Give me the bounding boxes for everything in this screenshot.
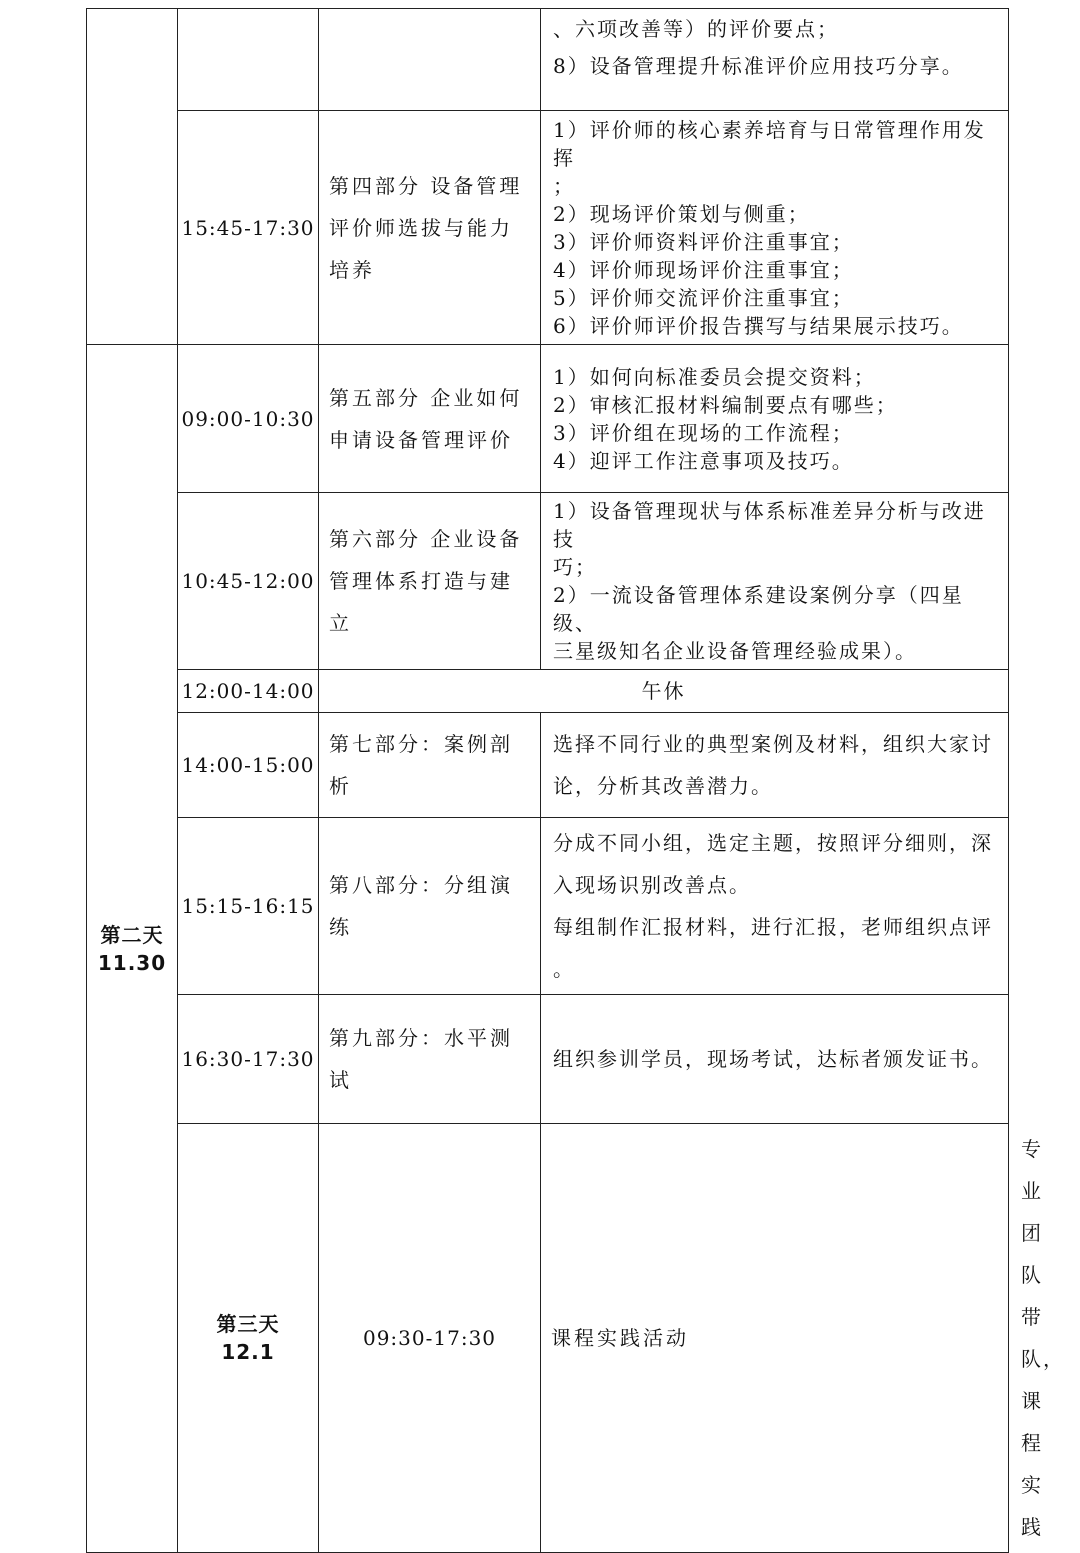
content-line: 。 bbox=[553, 957, 575, 981]
content-cell bbox=[541, 713, 1009, 818]
content-line: 每组制作汇报材料，进行汇报，老师组织点评 bbox=[553, 915, 993, 939]
table-row bbox=[87, 493, 1009, 670]
time-cell bbox=[178, 9, 319, 111]
content-line: 5）评价师交流评价注重事宜； bbox=[553, 285, 854, 310]
topic-cell: 第四部分 设备管理评价师选拔与能力培养 bbox=[319, 111, 541, 345]
time-cell: 15:15-16:15 bbox=[178, 818, 319, 995]
content-line: 入现场识别改善点。 bbox=[553, 873, 751, 897]
content-line: 8）设备管理提升标准评价应用技巧分享。 bbox=[553, 54, 964, 78]
topic-cell: 课程实践活动 bbox=[541, 1124, 1009, 1553]
content-cell bbox=[541, 9, 1009, 111]
table-row bbox=[87, 713, 1009, 818]
content-line: 6）评价师评价报告撰写与结果展示技巧。 bbox=[553, 313, 964, 338]
topic-cell: 第八部分：分组演练 bbox=[319, 818, 541, 995]
lunch-cell: 午休 bbox=[319, 670, 1009, 713]
time-cell: 09:30-17:30 bbox=[319, 1124, 541, 1553]
time-cell: 15:45-17:30 bbox=[178, 111, 319, 345]
content-line: 三星级知名企业设备管理经验成果）。 bbox=[553, 639, 917, 663]
day-cell-day2 bbox=[87, 345, 178, 1553]
table-row bbox=[87, 9, 1009, 111]
time-cell: 14:00-15:00 bbox=[178, 713, 319, 818]
table-row: 第三天 12.1 09:30-17:30 课程实践活动 专业团队带队，课程实践 bbox=[87, 1124, 1009, 1553]
content-line: 4）评价师现场评价注重事宜； bbox=[553, 257, 854, 282]
content-line: 3）评价组在现场的工作流程； bbox=[553, 420, 854, 445]
day-label: 第二天 bbox=[100, 922, 164, 947]
content-line: 1）设备管理现状与体系标准差异分析与改进技 bbox=[553, 499, 986, 551]
topic-cell: 第五部分 企业如何申请设备管理评价 bbox=[319, 345, 541, 493]
content-cell bbox=[541, 345, 1009, 493]
content-line: 组织参训学员，现场考试，达标者颁发证书。 bbox=[553, 1047, 993, 1071]
time-cell: 16:30-17:30 bbox=[178, 995, 319, 1124]
topic-cell bbox=[319, 9, 541, 111]
table-row bbox=[87, 670, 1009, 713]
content-line: 4）迎评工作注意事项及技巧。 bbox=[553, 448, 854, 473]
content-line: 巧； bbox=[553, 555, 597, 579]
table-row bbox=[87, 995, 1009, 1124]
time-cell: 12:00-14:00 bbox=[178, 670, 319, 713]
content-cell bbox=[541, 995, 1009, 1124]
topic-cell: 第六部分 企业设备管理体系打造与建立 bbox=[319, 493, 541, 670]
content-cell bbox=[541, 818, 1009, 995]
day-cell-day3 bbox=[178, 1124, 319, 1553]
schedule-table bbox=[86, 8, 1065, 1553]
topic-cell: 第七部分：案例剖析 bbox=[319, 713, 541, 818]
content-line: 1）如何向标准委员会提交资料； bbox=[553, 364, 876, 389]
content-cell bbox=[541, 111, 1009, 345]
time-cell: 09:00-10:30 bbox=[178, 345, 319, 493]
table-row bbox=[87, 345, 1009, 493]
time-cell: 10:45-12:00 bbox=[178, 493, 319, 670]
content-line: 论，分析其改善潜力。 bbox=[553, 774, 773, 798]
content-line: 、六项改善等）的评价要点； bbox=[553, 17, 839, 41]
content-line: 2）审核汇报材料编制要点有哪些； bbox=[553, 392, 898, 417]
content-line: ； bbox=[553, 173, 575, 198]
content-cell bbox=[541, 493, 1009, 670]
content-line: 2）现场评价策划与侧重； bbox=[553, 201, 810, 226]
content-line: 2）一流设备管理体系建设案例分享（四星级、 bbox=[553, 583, 964, 635]
topic-cell: 第九部分：水平测试 bbox=[319, 995, 541, 1124]
day-cell-day1 bbox=[87, 9, 178, 345]
content-line: 分成不同小组，选定主题，按照评分细则，深 bbox=[553, 831, 993, 855]
table-row bbox=[87, 111, 1009, 345]
table-row bbox=[87, 818, 1009, 995]
content-line: 1）评价师的核心素养培育与日常管理作用发挥 bbox=[553, 117, 986, 170]
day-label: 第三天 bbox=[216, 1312, 280, 1336]
day-date: 12.1 bbox=[221, 1340, 275, 1364]
content-line: 3）评价师资料评价注重事宜； bbox=[553, 229, 854, 254]
day-date: 11.30 bbox=[97, 950, 167, 975]
content-line: 选择不同行业的典型案例及材料，组织大家讨 bbox=[553, 732, 993, 756]
